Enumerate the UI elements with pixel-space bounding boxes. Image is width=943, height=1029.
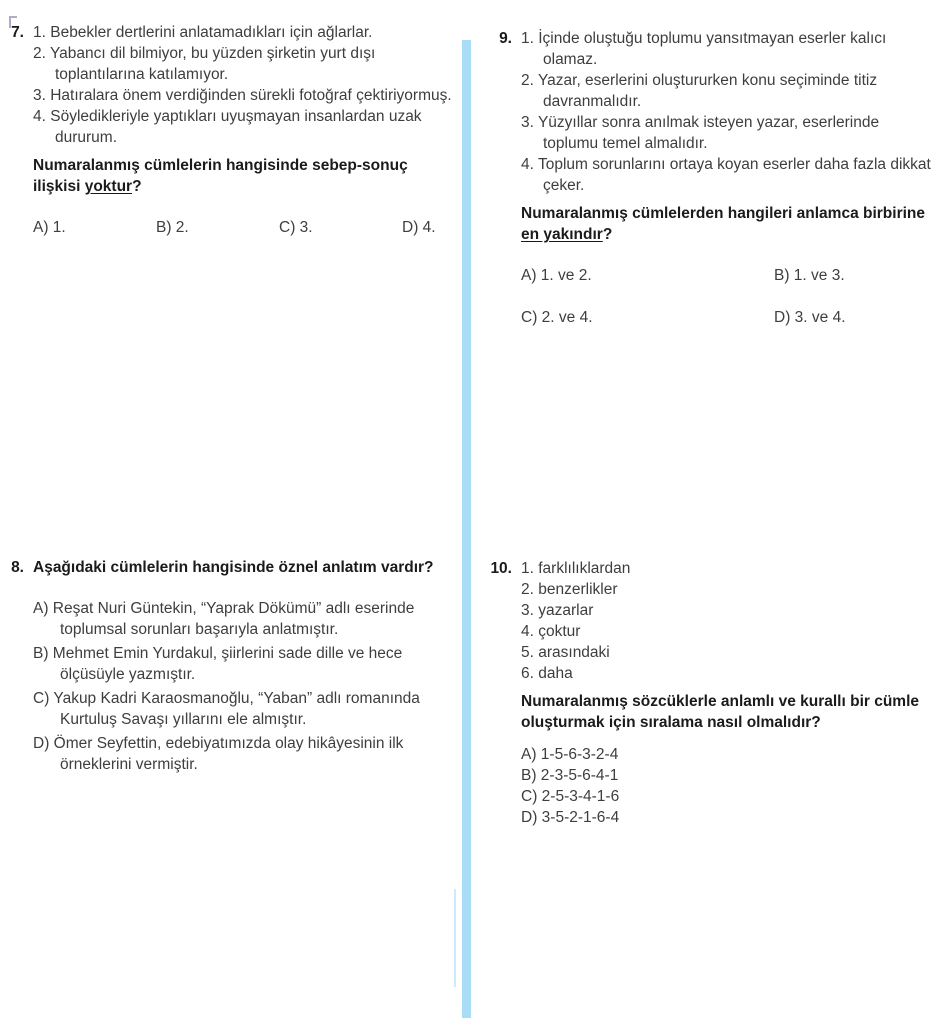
question-10-option-d: D) 3-5-2-1-6-4 [521,809,620,826]
stem-text: Numaralanmış cümlelerin hangisinde sebep-sonuç ilişkisi [33,157,408,195]
question-10-stem [521,691,937,733]
column-divider [462,40,471,1018]
question-7-option-d: D) 4. [402,219,436,236]
question-9-option-d: D) 3. ve 4. [774,309,846,326]
question-7-option-b: B) 2. [156,219,189,236]
column-divider-faint-line [454,889,456,987]
stem-text: Numaralanmış sözcüklerle anlamlı ve kurallı bir cümle oluşturmak için sıralama nasıl olmalıdır? [521,693,920,731]
question-8-option-b: B) Mehmet Emin Yurdakul, şiirlerini sade dille ve hece ölçüsüyle yazmıştır. [33,645,403,683]
stem-text: Aşağıdaki cümlelerin hangisinde öznel anlatım vardır? [33,559,434,576]
question-9-option-b: B) 1. ve 3. [774,267,845,284]
question-9-stem [521,203,937,245]
stem-text-after: ? [132,178,142,195]
question-10-numbered-words [521,558,937,684]
question-7-option-c: C) 3. [279,219,313,236]
question-10-item-4: 4. çoktur [521,623,581,640]
question-10-option-b: B) 2-3-5-6-4-1 [521,767,619,784]
question-10-item-5: 5. arasındaki [521,644,610,661]
question-10-option-c: C) 2-5-3-4-1-6 [521,788,620,805]
stem-text-after: ? [602,226,613,243]
question-7-item-4: 4. Söyledikleriyle yaptıkları uyuşmayan insanlardan uzak dururum. [33,108,422,146]
question-8-options [33,598,457,775]
question-8 [11,557,457,778]
question-9-option-a: A) 1. ve 2. [521,267,592,284]
question-9-item-1: 1. İçinde oluştuğu toplumu yansıtmayan eserler kalıcı olamaz. [521,30,887,68]
question-10-item-2: 2. benzerlikler [521,581,618,598]
stem-underlined-text: yoktur [84,178,133,195]
question-8-number: 8. [11,559,24,576]
stem-text: Numaralanmış cümlelerden hangileri anlamca birbirine [521,205,925,222]
question-8-option-a: A) Reşat Nuri Güntekin, “Yaprak Dökümü” adlı eserinde toplumsal sorunları başarıyla anlatmıştır. [33,600,415,638]
stem-underlined-text: en yakındır [521,226,603,243]
question-7-option-a: A) 1. [33,219,66,236]
question-7-numbered-sentences [33,22,457,148]
question-8-stem [33,557,457,578]
question-7-options [33,217,457,238]
question-9-option-c: C) 2. ve 4. [521,309,593,326]
question-10-item-6: 6. daha [521,665,573,682]
question-9-item-3: 3. Yüzyıllar sonra anılmak isteyen yazar, eserlerinde toplumu temel almalıdır. [521,114,880,152]
question-10-number: 10. [490,560,512,577]
question-10-options [521,744,937,828]
question-7 [11,22,457,238]
question-10-item-1: 1. farklılıklardan [521,560,631,577]
question-10-option-a: A) 1-5-6-3-2-4 [521,746,619,763]
question-8-option-c: C) Yakup Kadri Karaosmanoğlu, “Yaban” adlı romanında Kurtuluş Savaşı yıllarını ele almıştır. [33,690,420,728]
question-9-item-4: 4. Toplum sorunlarını ortaya koyan eserler daha fazla dikkat çeker. [521,156,931,194]
question-9-options [521,265,937,328]
question-9-number: 9. [499,30,512,47]
question-10 [490,558,937,828]
question-7-number: 7. [11,24,24,41]
question-10-item-3: 3. yazarlar [521,602,594,619]
question-7-item-1: 1. Bebekler dertlerini anlatamadıkları için ağlarlar. [33,24,373,41]
question-9 [499,28,937,328]
question-7-item-3: 3. Hatıralara önem verdiğinden sürekli fotoğraf çektiriyormuş. [33,87,452,104]
question-9-item-2: 2. Yazar, eserlerini oluştururken konu seçiminde titiz davranmalıdır. [521,72,878,110]
question-7-item-2: 2. Yabancı dil bilmiyor, bu yüzden şirketin yurt dışı toplantılarına katılamıyor. [33,45,376,83]
question-9-numbered-sentences [521,28,937,196]
question-8-option-d: D) Ömer Seyfettin, edebiyatımızda olay hikâyesinin ilk örneklerini vermiştir. [33,735,404,773]
question-7-stem [33,155,457,197]
